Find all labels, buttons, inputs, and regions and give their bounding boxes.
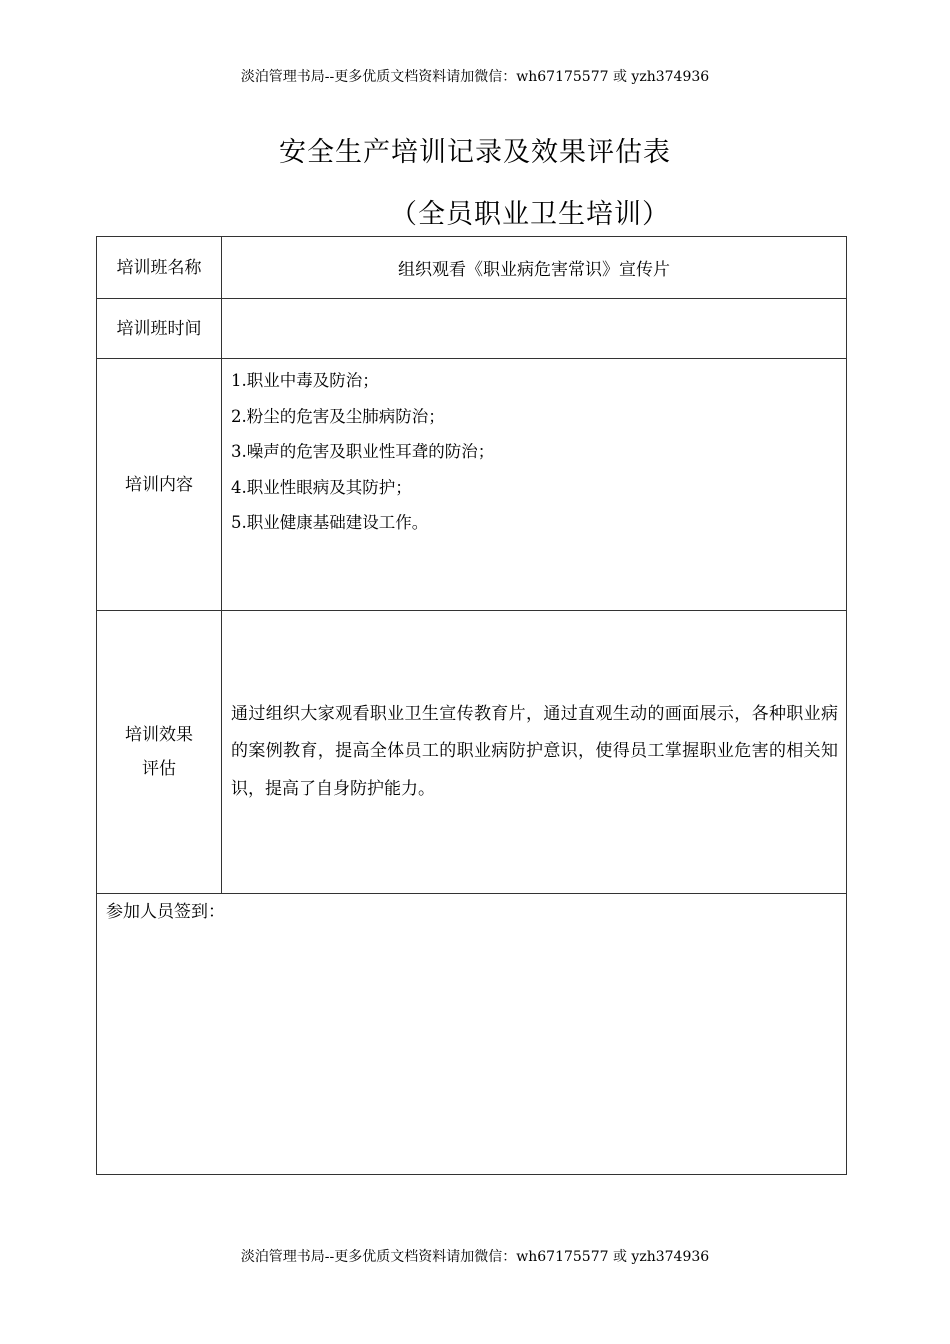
class-time-label: 培训班时间 [97, 299, 222, 359]
sign-in-area[interactable] [97, 894, 847, 1175]
class-time-value [222, 299, 847, 359]
effect-label-line1: 培训效果 [125, 725, 193, 745]
table-row-class-time [97, 299, 847, 359]
page-subtitle: （全员职业卫生培训） [390, 199, 670, 230]
table-row-content [97, 359, 847, 611]
sign-in-label: 参加人员签到： [106, 902, 225, 922]
class-name-label: 培训班名称 [97, 237, 222, 299]
table-row-effect [97, 611, 847, 894]
effect-text: 通过组织大家观看职业卫生宣传教育片，通过直观生动的画面展示，各种职业病的案例教育，提高全体员工的职业病防护意识，使得员工掌握职业危害的相关知识，提高了自身防护能力。 [222, 611, 847, 894]
content-item: 5.职业健康基础建设工作。 [231, 513, 429, 532]
content-item: 4.职业性眼病及其防护； [231, 477, 412, 497]
content-item: 2.粉尘的危害及尘肺病防治； [231, 406, 445, 426]
content-item: 1.职业中毒及防治； [231, 371, 379, 390]
effect-label-line2: 评估 [142, 759, 176, 779]
effect-label [97, 611, 222, 894]
content-label: 培训内容 [97, 359, 222, 611]
table-row-sign-in [97, 894, 847, 1175]
footer-note: 淡泊管理书局--更多优质文档资料请加微信：wh67175577 或 yzh374936 [240, 1249, 710, 1265]
header-note: 淡泊管理书局--更多优质文档资料请加微信：wh67175577 或 yzh374936 [240, 69, 710, 85]
content-list [222, 359, 847, 611]
class-name-value: 组织观看《职业病危害常识》宣传片 [222, 237, 847, 299]
page-title: 安全生产培训记录及效果评估表 [279, 137, 671, 168]
content-item: 3.噪声的危害及职业性耳聋的防治； [231, 442, 495, 461]
training-record-table [96, 236, 847, 1175]
table-row-class-name [97, 237, 847, 299]
